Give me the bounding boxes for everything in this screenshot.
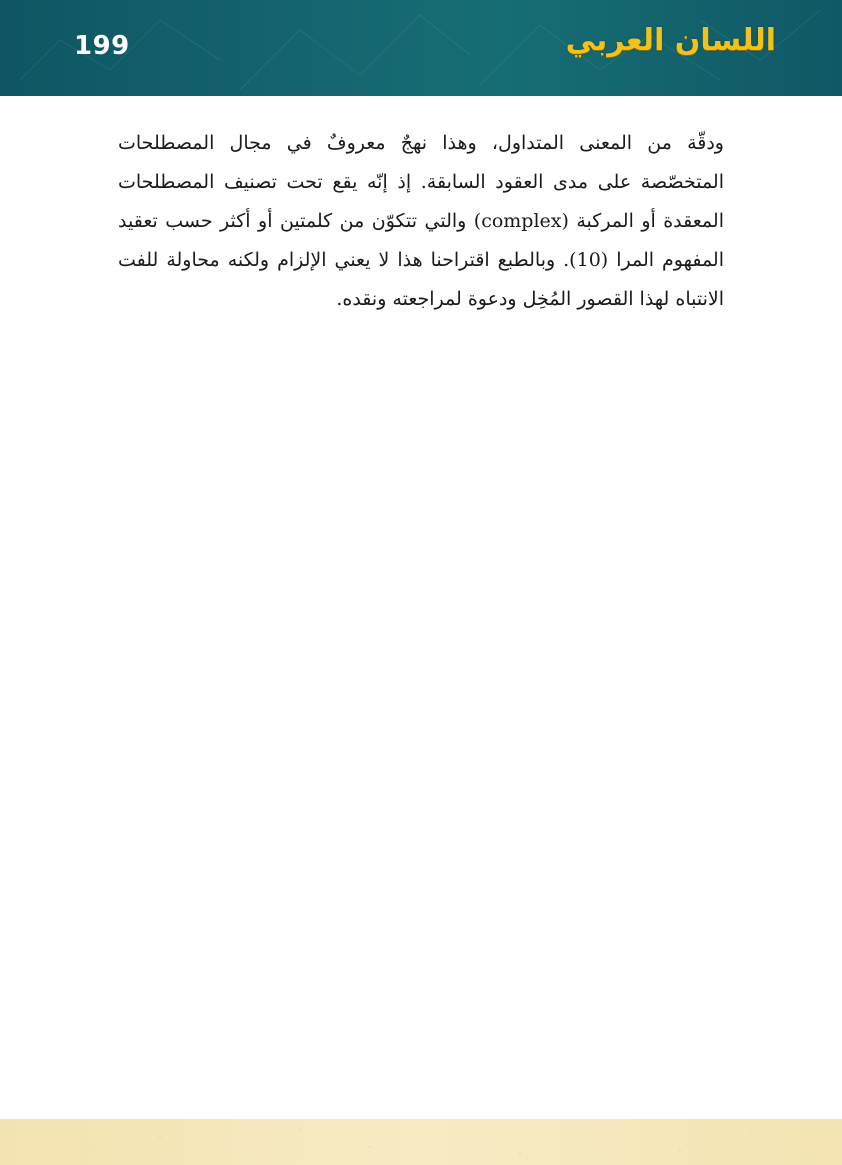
body-paragraph: ودقّة من المعنى المتداول، وهذا نهجٌ معروفٌ في مجال المصطلحات المتخصّصة على مدى العقود السابقة. إذ إنّه يقع تحت تصنيف المصطلحات المعقدة أو المركبة (complex) والتي تتكوّن من كلمتين أو أكثر حسب تعقيد المفهوم المرا (10). وبالطبع اقتراحنا هذا لا يعني الإلزام ولكنه محاولة للفت الانتباه لهذا القصور المُخِل ودعوة لمراجعته ونقده.: [118, 132, 724, 310]
article-body: [118, 124, 724, 319]
footer-texture: [0, 1119, 842, 1165]
page-number: 199: [74, 31, 130, 61]
page-header: [0, 0, 842, 96]
journal-logo: اللسان العربي: [565, 23, 776, 58]
page-footer: [0, 1119, 842, 1165]
